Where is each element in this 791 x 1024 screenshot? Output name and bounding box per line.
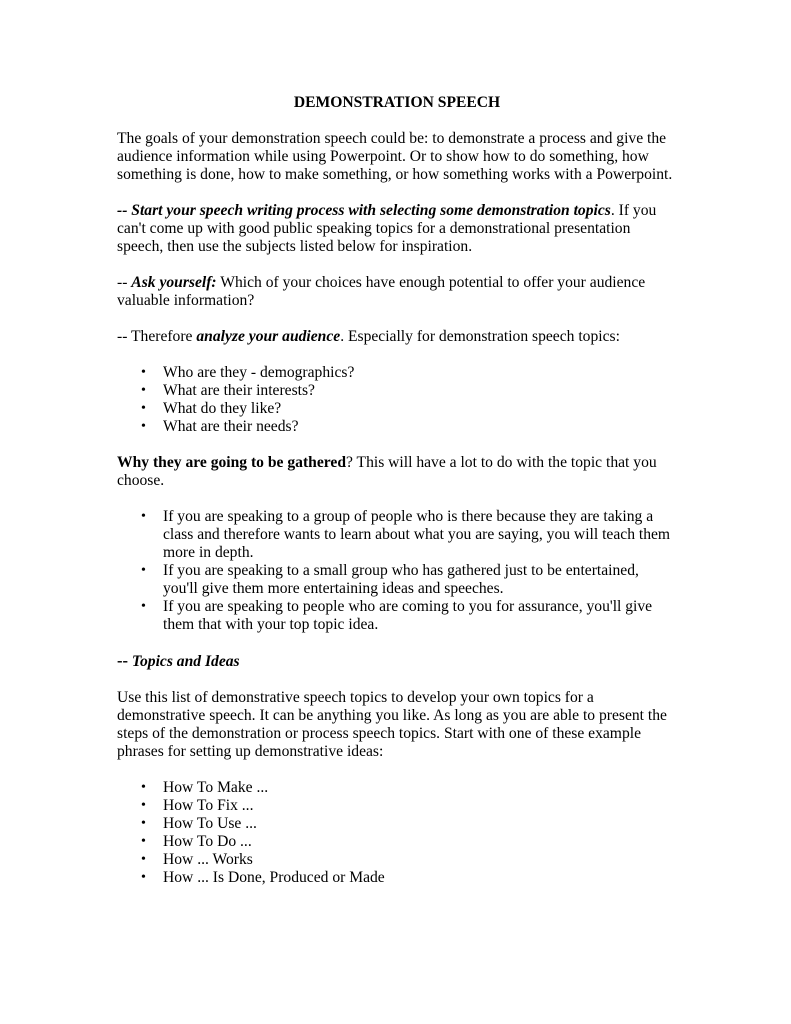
topics-selection-lead: -- Start your speech writing process with selecting some demonstration topics bbox=[117, 202, 611, 219]
gathered-text: ? This will have a lot to do with the topic that you choose. bbox=[117, 454, 657, 489]
list-item bbox=[141, 779, 677, 797]
list-item-text: Who are they - demographics? bbox=[163, 364, 355, 381]
list-item bbox=[141, 364, 677, 382]
intro-paragraph: The goals of your demonstration speech could be: to demonstrate a process and give the audience information while using Powerpoint. Or to show how to do something, how something is done, how to make something, or how something works with a Powerpoint. bbox=[117, 130, 673, 183]
analyze-audience-text: . Especially for demonstration speech topics: bbox=[340, 328, 620, 345]
list-item bbox=[141, 833, 677, 851]
ask-yourself-text: Which of your choices have enough potential to offer your audience valuable information? bbox=[117, 274, 646, 309]
bullet-icon: • bbox=[141, 365, 146, 380]
topics-selection-paragraph bbox=[117, 202, 677, 256]
bullet-icon: • bbox=[141, 401, 146, 416]
bullet-icon: • bbox=[141, 798, 146, 813]
bullet-icon: • bbox=[141, 834, 146, 849]
list-item-text: How To Do ... bbox=[163, 833, 252, 850]
list-item bbox=[141, 562, 677, 598]
list-item bbox=[141, 851, 677, 869]
list-item-text: If you are speaking to a group of people who is there because they are taking a class and therefore wants to learn about what you are saying, you will teach them more in depth. bbox=[163, 508, 671, 561]
list-item bbox=[141, 418, 677, 436]
bullet-icon: • bbox=[141, 383, 146, 398]
topics-selection-text: . If you can't come up with good public speaking topics for a demonstrational presentation speech, then use the subjects listed below for inspiration. bbox=[117, 202, 657, 255]
bullet-icon: • bbox=[141, 852, 146, 867]
list-item-text: What do they like? bbox=[163, 400, 282, 417]
bullet-icon: • bbox=[141, 419, 146, 434]
list-item bbox=[141, 400, 677, 418]
bullet-icon: • bbox=[141, 509, 146, 524]
list-item bbox=[141, 797, 677, 815]
list-item-text: How ... Is Done, Produced or Made bbox=[163, 869, 385, 886]
list-item bbox=[141, 598, 677, 634]
list-item-text: What are their interests? bbox=[163, 382, 315, 399]
bullet-icon: • bbox=[141, 780, 146, 795]
audience-questions-list bbox=[117, 364, 677, 436]
bullet-icon: • bbox=[141, 816, 146, 831]
gathered-paragraph bbox=[117, 454, 677, 490]
phrases-list bbox=[117, 779, 677, 887]
section-heading-dash: -- bbox=[117, 651, 128, 670]
topics-list-intro-paragraph: Use this list of demonstrative speech topics to develop your own topics for a demonstrative speech. It can be anything you like. As long as you are able to present the steps of the demonstration or process speech topics. Start with one of these example phrases for setting up demonstrative ideas: bbox=[117, 689, 667, 760]
list-item-text: What are their needs? bbox=[163, 418, 299, 435]
list-item-text: How To Fix ... bbox=[163, 797, 254, 814]
list-item bbox=[141, 382, 677, 400]
gathered-lead: Why they are going to be gathered bbox=[117, 454, 346, 471]
section-heading-label: Topics and Ideas bbox=[128, 653, 240, 670]
bullet-icon: • bbox=[141, 870, 146, 885]
list-item-text: How To Make ... bbox=[163, 779, 269, 796]
list-item-text: How To Use ... bbox=[163, 815, 257, 832]
analyze-audience-prefix: -- Therefore bbox=[117, 328, 197, 345]
ask-yourself-paragraph bbox=[117, 274, 677, 310]
ask-yourself-lead: Ask yourself: bbox=[131, 274, 217, 291]
list-item-text: If you are speaking to people who are coming to you for assurance, you'll give them that with your top topic idea. bbox=[163, 598, 653, 633]
list-item bbox=[141, 508, 677, 562]
list-item bbox=[141, 815, 677, 833]
list-item-text: If you are speaking to a small group who has gathered just to be entertained, you'll give them more entertaining ideas and speeches. bbox=[163, 562, 639, 597]
document-title: DEMONSTRATION SPEECH bbox=[293, 94, 501, 111]
list-item-text: How ... Works bbox=[163, 851, 253, 868]
bullet-icon: • bbox=[141, 563, 146, 578]
section-heading bbox=[117, 652, 677, 671]
document-body bbox=[117, 94, 677, 905]
list-item bbox=[141, 869, 677, 887]
gathering-reasons-list bbox=[117, 508, 677, 634]
bullet-icon: • bbox=[141, 599, 146, 614]
ask-yourself-prefix: -- bbox=[117, 274, 132, 291]
analyze-audience-lead: analyze your audience bbox=[196, 328, 341, 345]
analyze-audience-paragraph bbox=[117, 328, 677, 346]
